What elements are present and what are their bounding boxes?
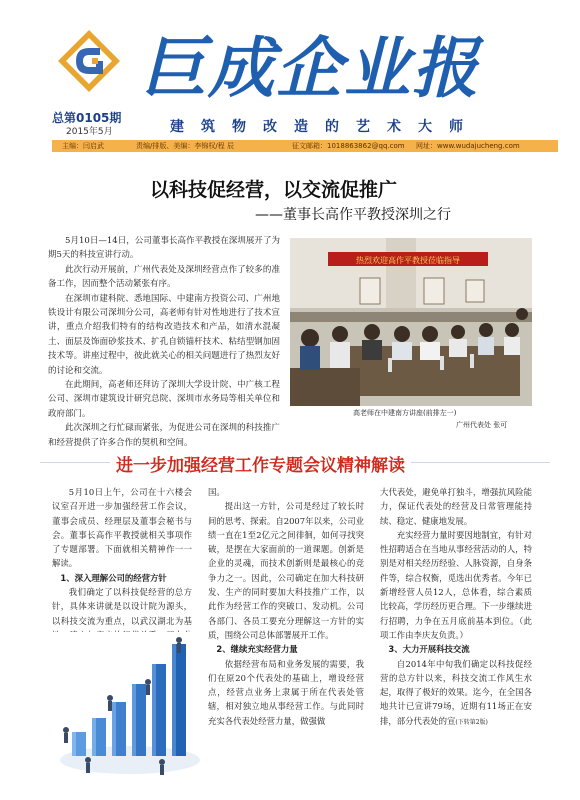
article-paragraph: 提出这一方针，公司是经过了较长时间的思考、探索。自2007年以来，公司业绩一直在1至2亿元之间徘徊，如何寻找突破，是摆在大家面前的一道课题。创新是企业的灵魂，而技术创新则是最核心的竞争力之一。因此，公司确定在加大科技研发、生产的同时要加大科技推广工作，以此作为经营工作的突破口、发动机。公司各部门、各员工要充分理解这一方针的实质，围绕公司总体部署展开工作。 bbox=[208, 501, 364, 640]
article-paragraph: 国。 bbox=[208, 487, 225, 497]
photo-caption: 高老师在中建南方讲座(前排左一) bbox=[353, 409, 457, 417]
article-paragraph: 此次深圳之行忙碌而紧张，为促进公司在深圳的科技推广和经营提供了许多合作的契机和空间。 bbox=[48, 423, 280, 448]
article-credit: 广州代表处 张可 bbox=[456, 421, 508, 429]
photo-banner-text: 热烈欢迎高作平教授莅临指导 bbox=[356, 256, 460, 265]
masthead-title: 巨成企业报 bbox=[140, 30, 480, 107]
article-title: 以科技促经营，以交流促推广 bbox=[150, 179, 398, 201]
article-column-2 bbox=[208, 485, 364, 791]
issue-date: 2015年5月 bbox=[66, 127, 113, 137]
article-paragraph: 此次行动开展前，广州代表处及深圳经营点作了较多的准备工作，因而整个活动紧张有序。 bbox=[48, 264, 280, 290]
company-logo-icon bbox=[56, 28, 122, 94]
article-paragraph: 5月10日—14日，公司董事长高作平教授在深圳展开了为期5天的科技宣讲行动。 bbox=[48, 236, 280, 261]
article-paragraph: 5月10日上午，公司在十六楼会议室召开进一步加强经营工作会议，董事会成员、经理层及董事会秘书与会。董事长高作平教授就相关事项作了专题部署。下面就相关精神作一一解读。 bbox=[52, 487, 192, 569]
masthead-slogan: 建筑物改造的艺术大师 bbox=[170, 119, 480, 135]
article-paragraph: 大代表处，避免单打独斗，增强抗风险能力，保证代表处的经营及日常管理能持续、稳定、健康地发展。 bbox=[380, 487, 532, 526]
article-paragraph bbox=[380, 657, 532, 730]
info-bar bbox=[52, 140, 558, 152]
article-column-3 bbox=[380, 485, 532, 791]
continued-note[interactable]: (下转第2版) bbox=[455, 718, 488, 726]
website-link[interactable]: 网址：www.wudajucheng.com bbox=[416, 142, 520, 150]
article-paragraph: 充实经营力量时要因地制宜，有针对性招聘适合在当地从事经营活动的人，特别是对相关经历经验、人脉资源，自身条件等，综合权衡，觅选出优秀者。今年已新增经营人员12人，总体看，综合素质比较高，学历经历更合理。下一步继续进行招聘，力争在五月底前基本到位。（此项工作由李庆友负责。） bbox=[380, 529, 532, 640]
meeting-photo bbox=[290, 238, 532, 406]
article-paragraph: 我们确定了以科技促经营的总方针，具体来讲就是以设计院为源头，以科技交流为重点，以武汉湖北为基 bbox=[52, 587, 192, 626]
issue-number: 总第0105期 bbox=[52, 111, 122, 125]
editor-credit: 主编：闫启武 bbox=[62, 142, 104, 150]
submission-email[interactable]: 征文邮箱：1018863862@qq.com bbox=[292, 142, 405, 150]
section-heading: 3、大力开展科技交流 bbox=[388, 644, 470, 655]
article-paragraph: 在此期间，高老师还拜访了深圳大学设计院、中广核工程公司、深圳市建筑设计研究总院、深圳市水务局等相关单位和政府部门。 bbox=[48, 380, 280, 419]
article-subtitle: ——董事长高作平教授深圳之行 bbox=[255, 207, 451, 223]
layout-editor-credit: 责编/排版、美编：李锦权/程 辰 bbox=[136, 142, 234, 150]
paragraph-text: 自2014年中旬我们确定以科技促经营的总方针以来，科技交流工作风生水起，取得了极好的效果。迄今，在全国各地共计已宣讲79场，近期有11场正在安排，部分代表处的宣 bbox=[380, 658, 532, 726]
article-column-1 bbox=[52, 485, 192, 631]
article-paragraph: 依据经营布局和业务发展的需要，我们在原20个代表处的基础上，增设经营点，经营点业务上隶属于所在代表处管辖，相对独立地从事经营工作。与此同时充实各代表处经营力量，做强做 bbox=[208, 658, 364, 726]
section-heading: 2、继续充实经营力量 bbox=[216, 644, 298, 655]
article-title: 进一步加强经营工作专题会议精神解读 bbox=[110, 451, 411, 476]
growth-bar-illustration bbox=[52, 632, 202, 782]
article-paragraph: 在深圳市建科院、悉地国际、中建南方投资公司、广州地铁设计有限公司深圳分公司，高老师有针对性地进行了技术宣讲，重点介绍我们特有的结构改造技术和产品，如清水混凝土、面层及饰面砂浆技术、扩孔自锁锚杆技术、粘结型钢加固技术等。讲座过程中，彼此就关心的相关问题进行了热烈友好的讨论和交流。 bbox=[48, 293, 280, 376]
section-heading: 1、深入理解公司的经营方针 bbox=[60, 572, 167, 583]
